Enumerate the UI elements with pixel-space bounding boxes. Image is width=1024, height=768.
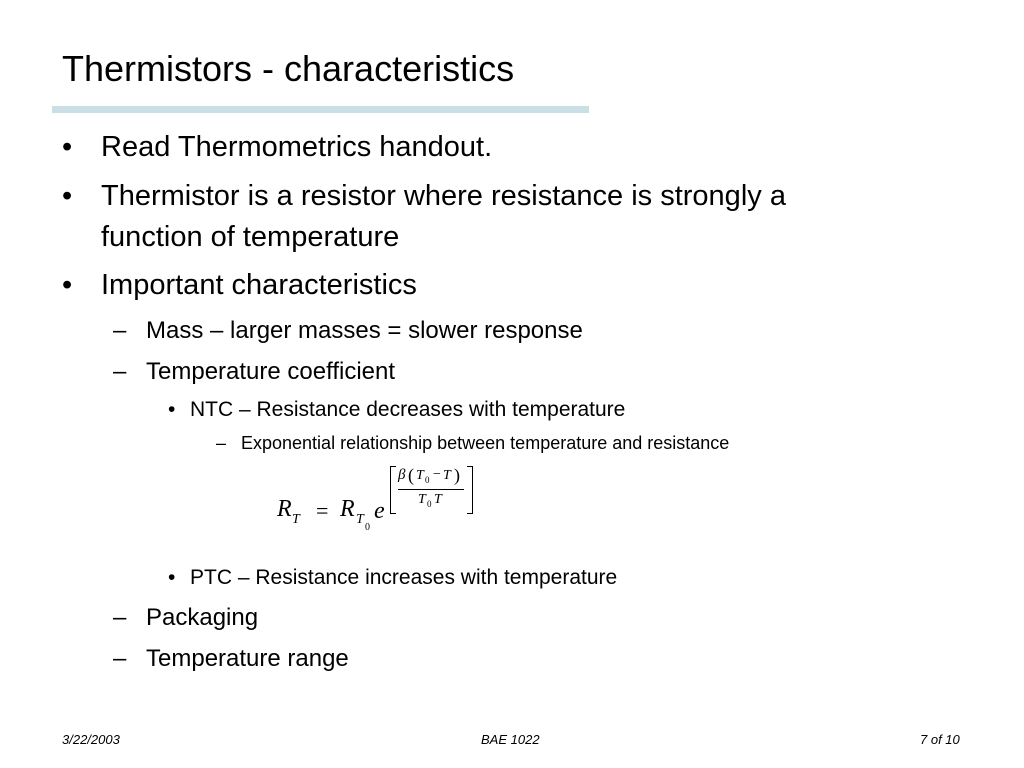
right-bracket [467, 466, 473, 514]
formula-base-e: e [374, 498, 385, 524]
fraction-bar [398, 489, 464, 490]
formula-num-t0-sub: 0 [425, 475, 430, 485]
formula-den-t: T [434, 492, 442, 507]
dash-marker: – [216, 433, 227, 453]
formula-lhs-subscript: T [292, 512, 300, 527]
formula-lhs-r: R [277, 496, 292, 522]
bullet-read-handout: Read Thermometrics handout. [101, 131, 493, 163]
dash-marker: – [113, 604, 127, 631]
formula-num-t: T [443, 468, 451, 483]
bullet-marker: • [62, 269, 73, 301]
formula-num-t0: T [416, 468, 424, 483]
sub-item-temperature-coefficient: Temperature coefficient [146, 358, 396, 385]
left-bracket [390, 466, 396, 514]
slide-title: Thermistors - characteristics [62, 48, 515, 89]
bullet-marker: • [62, 131, 73, 163]
formula-rhs-subsubscript: 0 [365, 522, 370, 533]
formula-minus: − [433, 467, 441, 482]
sub-item-packaging: Packaging [146, 604, 259, 631]
formula-den-t0: T [418, 492, 426, 507]
formula-open-paren: ( [408, 465, 414, 485]
dash-marker: – [113, 358, 127, 385]
bullet-important-characteristics: Important characteristics [101, 269, 417, 301]
footer-date: 3/22/2003 [62, 732, 120, 747]
formula-den-t0-sub: 0 [427, 499, 432, 509]
sub-item-mass: Mass – larger masses = slower response [146, 317, 583, 344]
bullet-thermistor-definition-line1: Thermistor is a resistor where resistance is strongly a [101, 180, 786, 212]
dash-marker: – [113, 317, 127, 344]
ntc-detail: Exponential relationship between temperature and resistance [241, 433, 730, 453]
ptc-item: PTC – Resistance increases with temperature [190, 566, 618, 589]
formula-equals: = [316, 498, 329, 523]
formula-close-paren: ) [454, 465, 460, 485]
footer-page-number: 7 of 10 [920, 732, 960, 747]
title-underline [52, 106, 589, 113]
footer-course: BAE 1022 [481, 732, 540, 747]
formula-rhs-r: R [340, 496, 355, 522]
formula-beta: β [398, 467, 406, 483]
bullet-thermistor-definition-line2: function of temperature [101, 221, 400, 253]
sub-item-temperature-range: Temperature range [146, 645, 349, 672]
formula-rhs-subscript: T [356, 512, 364, 527]
thermistor-equation [277, 462, 487, 542]
ntc-item: NTC – Resistance decreases with temperature [190, 398, 626, 421]
bullet-marker: • [168, 566, 176, 589]
bullet-marker: • [168, 398, 176, 421]
dash-marker: – [113, 645, 127, 672]
bullet-marker: • [62, 180, 73, 212]
